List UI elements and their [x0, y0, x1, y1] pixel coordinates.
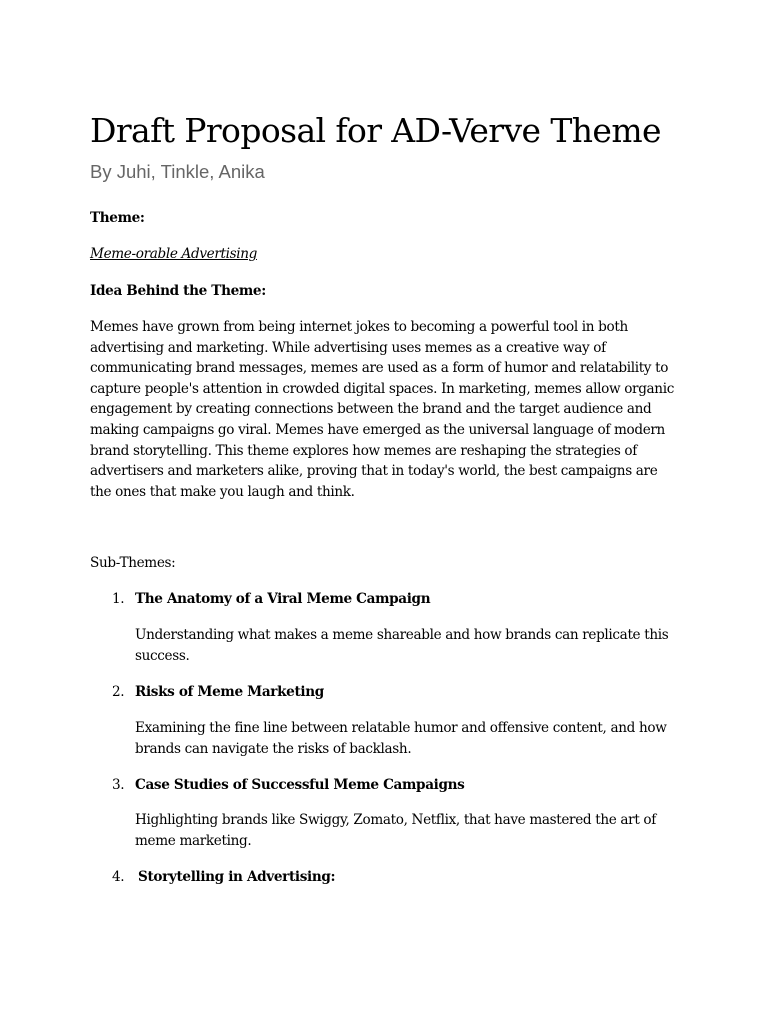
list-item-description: Understanding what makes a meme shareable and how brands can replicate this success. [135, 627, 669, 664]
list-item-title: Case Studies of Successful Meme Campaigns [135, 777, 465, 793]
list-item-title: Storytelling in Advertising: [138, 869, 336, 885]
list-item-number: 4. [112, 869, 125, 885]
list-item-description: Examining the fine line between relatable humor and offensive content, and how brands can navigate the risks of backlash. [135, 720, 667, 757]
document-title: Draft Proposal for AD-Verve Theme [90, 111, 661, 150]
document-authors: By Juhi, Tinkle, Anika [90, 161, 265, 182]
document-body [90, 0, 700, 1024]
idea-label: Idea Behind the Theme: [90, 283, 266, 299]
idea-paragraph: Memes have grown from being internet jokes to becoming a powerful tool in both advertising and marketing. While advertising uses memes as a creative way of communicating brand messages, memes are used as a form of humor and relatability to capture people's attention in crowded digital spaces. In marketing, memes allow organic engagement by creating connections between the brand and the target audience and making campaigns go viral. Memes have emerged as the universal language of modern brand storytelling. This theme explores how memes are reshaping the strategies of advertisers and marketers alike, proving that in today's world, the best campaigns are the ones that make you laugh and think. [90, 319, 674, 500]
list-item-number: 3. [112, 777, 125, 793]
list-item-title: Risks of Meme Marketing [135, 684, 324, 700]
list-item-description: Highlighting brands like Swiggy, Zomato, Netflix, that have mastered the art of meme marketing. [135, 812, 656, 849]
list-item-number: 1. [112, 591, 125, 607]
list-item-number: 2. [112, 684, 125, 700]
theme-label: Theme: [90, 210, 145, 226]
subthemes-label: Sub-Themes: [90, 555, 176, 571]
theme-value-link[interactable]: Meme-orable Advertising [90, 246, 257, 262]
list-item-title: The Anatomy of a Viral Meme Campaign [135, 591, 431, 607]
